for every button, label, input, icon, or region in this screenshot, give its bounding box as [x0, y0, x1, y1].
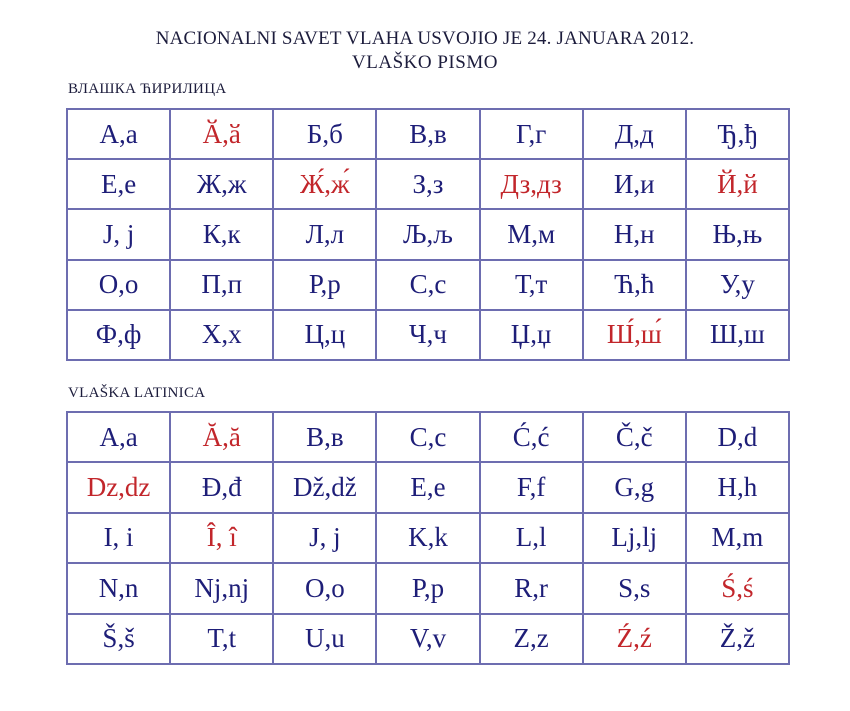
latin-letter-cell: I, i	[68, 514, 171, 564]
cyrillic-letter-cell: Е,е	[68, 160, 171, 210]
cyrillic-letter-cell: О,о	[68, 261, 171, 311]
latin-letter-cell: A,a	[68, 413, 171, 463]
latin-letter-cell: H,h	[687, 463, 790, 513]
cyrillic-letter-cell: Њ,њ	[687, 210, 790, 260]
latin-letter-cell: L,l	[481, 514, 584, 564]
cyrillic-letter-cell: У,у	[687, 261, 790, 311]
cyrillic-letter-cell: Љ,љ	[377, 210, 480, 260]
cyrillic-letter-cell: Х,х	[171, 311, 274, 361]
cyrillic-letter-cell: М,м	[481, 210, 584, 260]
cyrillic-letter-cell: Ћ,ћ	[584, 261, 687, 311]
latin-letter-cell: D,d	[687, 413, 790, 463]
latin-letter-cell: Đ,đ	[171, 463, 274, 513]
cyrillic-letter-cell: Ж,ж	[171, 160, 274, 210]
latin-letter-cell: Ă,ă	[171, 413, 274, 463]
cyrillic-letter-cell: Ч,ч	[377, 311, 480, 361]
cyrillic-letter-cell: И,и	[584, 160, 687, 210]
latin-letter-cell: E,e	[377, 463, 480, 513]
cyrillic-letter-cell: К,к	[171, 210, 274, 260]
latin-letter-cell: Š,š	[68, 615, 171, 665]
cyrillic-letter-cell: Н,н	[584, 210, 687, 260]
latin-letter-cell: Nj,nj	[171, 564, 274, 614]
cyrillic-letter-cell: Д,д	[584, 110, 687, 160]
latin-alphabet-table	[66, 411, 790, 665]
latin-letter-cell: P,p	[377, 564, 480, 614]
latin-letter-cell: U,u	[274, 615, 377, 665]
cyrillic-letter-cell: Џ,џ	[481, 311, 584, 361]
latin-letter-cell: O,o	[274, 564, 377, 614]
cyrillic-letter-cell: Ђ,ђ	[687, 110, 790, 160]
latin-letter-cell: G,g	[584, 463, 687, 513]
latin-letter-cell: J, j	[274, 514, 377, 564]
latin-section-label: VLAŠKA LATINICA	[68, 385, 206, 401]
latin-letter-cell: Ź,ź	[584, 615, 687, 665]
latin-letter-cell: Ž,ž	[687, 615, 790, 665]
latin-letter-cell: K,k	[377, 514, 480, 564]
cyrillic-letter-cell: Ј, ј	[68, 210, 171, 260]
latin-letter-cell: Lj,lj	[584, 514, 687, 564]
cyrillic-letter-cell: Б,б	[274, 110, 377, 160]
cyrillic-letter-cell: Ш,ш	[687, 311, 790, 361]
latin-letter-cell: F,f	[481, 463, 584, 513]
cyrillic-letter-cell: Дз,дз	[481, 160, 584, 210]
cyrillic-letter-cell: Ж́,ж́	[274, 160, 377, 210]
latin-letter-cell: M,m	[687, 514, 790, 564]
cyrillic-letter-cell: Ш́,ш́	[584, 311, 687, 361]
latin-letter-cell: S,s	[584, 564, 687, 614]
document-title: NACIONALNI SAVET VLAHA USVOJIO JE 24. JANUARA 2012.	[155, 28, 695, 49]
cyrillic-letter-cell: Л,л	[274, 210, 377, 260]
latin-letter-cell: Č,č	[584, 413, 687, 463]
cyrillic-alphabet-table	[66, 108, 790, 361]
latin-letter-cell: V,v	[377, 615, 480, 665]
cyrillic-letter-cell: С,с	[377, 261, 480, 311]
latin-letter-cell: Ś,ś	[687, 564, 790, 614]
cyrillic-letter-cell: А,а	[68, 110, 171, 160]
cyrillic-letter-cell: З,з	[377, 160, 480, 210]
cyrillic-letter-cell: Р,р	[274, 261, 377, 311]
cyrillic-letter-cell: Г,г	[481, 110, 584, 160]
latin-letter-cell: C,c	[377, 413, 480, 463]
document-subtitle: VLAŠKO PISMO	[352, 52, 498, 73]
cyrillic-letter-cell: В,в	[377, 110, 480, 160]
latin-letter-cell: Ć,ć	[481, 413, 584, 463]
latin-letter-cell: Z,z	[481, 615, 584, 665]
latin-letter-cell: Dž,dž	[274, 463, 377, 513]
cyrillic-letter-cell: Ф,ф	[68, 311, 171, 361]
latin-letter-cell: B,в	[274, 413, 377, 463]
cyrillic-letter-cell: П,п	[171, 261, 274, 311]
latin-letter-cell: R,r	[481, 564, 584, 614]
latin-letter-cell: Dz,dz	[68, 463, 171, 513]
latin-letter-cell: T,t	[171, 615, 274, 665]
cyrillic-letter-cell: Ӑ,ӑ	[171, 110, 274, 160]
cyrillic-section-label: ВЛАШКА ЋИРИЛИЦА	[68, 81, 227, 97]
latin-letter-cell: Î, î	[171, 514, 274, 564]
cyrillic-letter-cell: Й,й	[687, 160, 790, 210]
latin-letter-cell: N,n	[68, 564, 171, 614]
cyrillic-letter-cell: Ц,ц	[274, 311, 377, 361]
cyrillic-letter-cell: Т,т	[481, 261, 584, 311]
